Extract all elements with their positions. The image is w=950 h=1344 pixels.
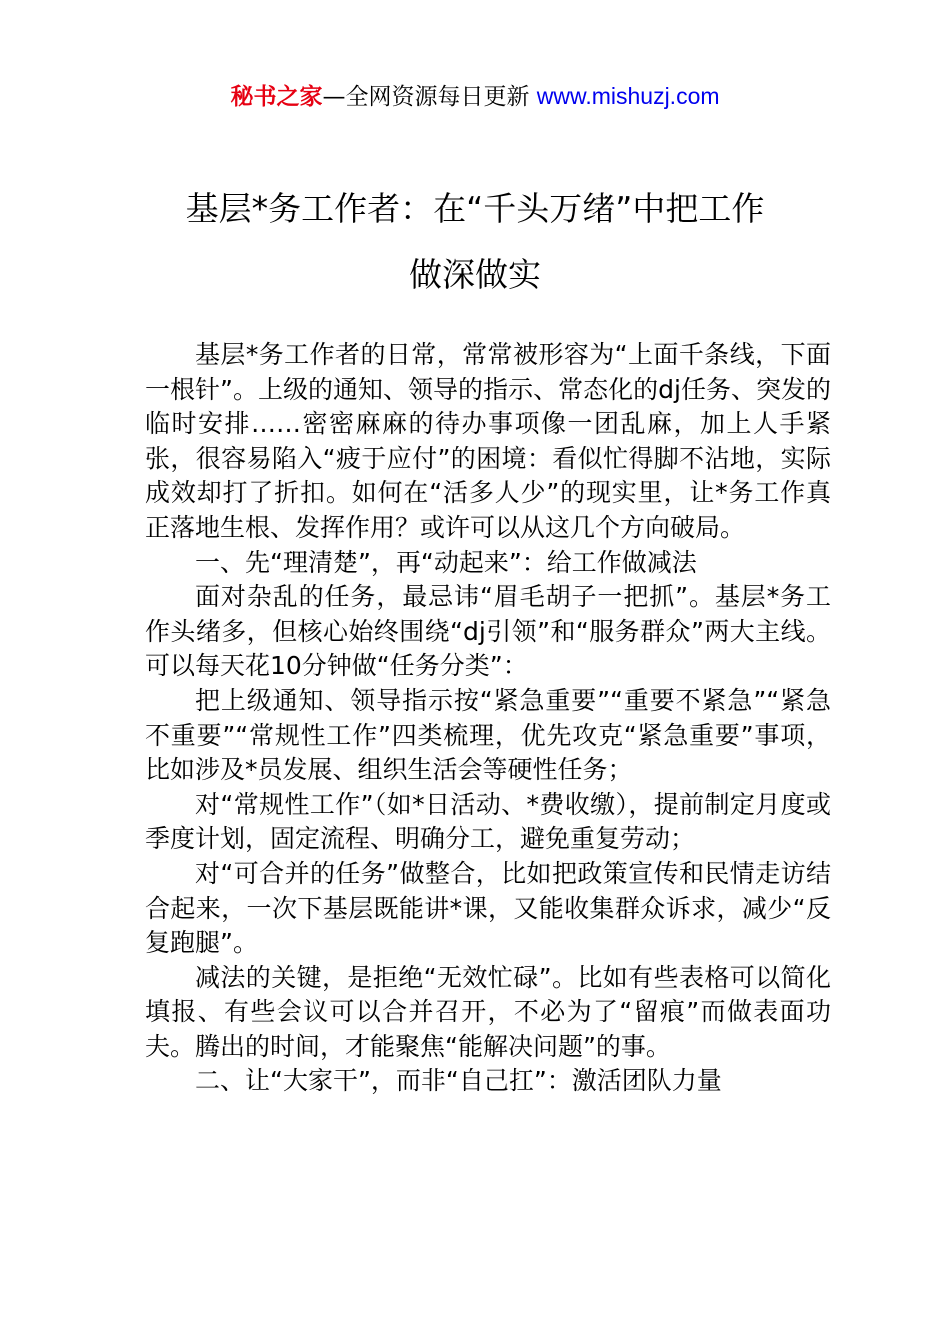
section-heading-1: 一、先“理清楚”，再“动起来”：给工作做减法 [195, 547, 697, 577]
paragraph-four-categories: 把上级通知、领导指示按“紧急重要”“重要不紧急”“紧急不重要”“常规性工作”四类梳理，优先攻克“紧急重要”事项，比如涉及*员发展、组织生活会等硬性任务； [145, 685, 831, 785]
paragraph-subtraction-key: 减法的关键，是拒绝“无效忙碌”。比如有些表格可以简化填报、有些会议可以合并召开，不必为了“留痕”而做表面功夫。腾出的时间，才能聚焦“能解决问题”的事。 [145, 962, 831, 1061]
title-line-1: 基层*务工作者：在“千头万绪”中把工作 [185, 189, 765, 228]
site-url-link[interactable]: www.mishuzj.com [536, 83, 720, 109]
paragraph-merge-tasks: 对“可合并的任务”做整合，比如把政策宣传和民情走访结合起来，一次下基层既能讲*课，又能收集群众诉求，减少“反复跑腿”。 [145, 858, 831, 958]
title-line-2: 做深做实 [409, 255, 541, 294]
site-tagline: —全网资源每日更新 [322, 84, 537, 110]
paragraph-task-sorting: 面对杂乱的任务，最忌讳“眉毛胡子一把抓”。基层*务工作头绪多，但核心始终围绕“dj引领”和“服务群众”两大主线。可以每天花10分钟做“任务分类”： [145, 582, 831, 681]
document-title [120, 176, 830, 308]
site-header [0, 80, 950, 113]
intro-paragraph: 基层*务工作者的日常，常常被形容为“上面千条线，下面一根针”。上级的通知、领导的指示、常态化的dj任务、突发的临时安排……密密麻麻的待办事项像一团乱麻，加上人手紧张，很容易陷入“疲于应付”的困境：看似忙得脚不沾地，实际成效却打了折扣。如何在“活多人少”的现实里，让*务工作真正落地生根、发挥作用？或许可以从这几个方向破局。 [145, 340, 831, 542]
site-brand: 秘书之家 [230, 84, 323, 110]
section-heading-2: 二、让“大家干”，而非“自己扛”：激活团队力量 [195, 1066, 722, 1096]
document-body [145, 338, 831, 1099]
paragraph-routine-work: 对“常规性工作”（如*日活动、*费收缴），提前制定月度或季度计划，固定流程、明确分工，避免重复劳动； [145, 789, 831, 854]
